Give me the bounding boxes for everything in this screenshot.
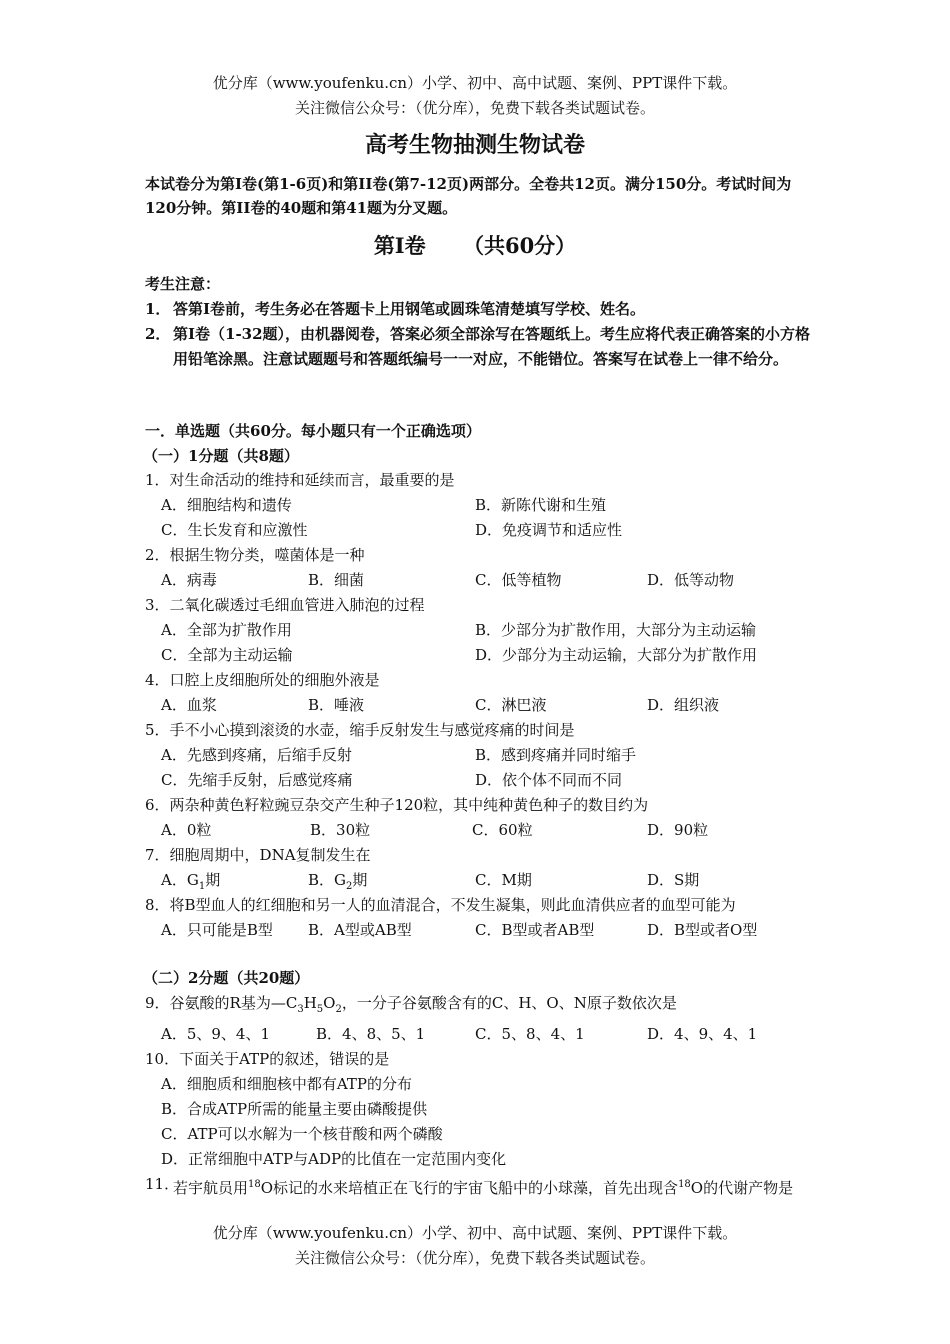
options-row — [145, 568, 815, 593]
option-a: A．5、9、4、1 — [161, 1025, 271, 1043]
question-stem: 5．手不小心摸到滚烫的水壶，缩手反射发生与感觉疼痛的时间是 — [145, 721, 575, 739]
page-title: 高考生物抽测生物试卷 — [364, 132, 585, 158]
options-row — [145, 693, 815, 718]
option-a: A．$G_1$期 — [161, 871, 221, 892]
question-stem: 8．将B型血人的红细胞和另一人的血清混合，不发生凝集，则此血清供应者的血型可能为 — [145, 896, 736, 914]
options-row — [145, 818, 815, 843]
option-a: A．先感到疼痛，后缩手反射 — [161, 746, 352, 764]
options-row — [145, 518, 815, 543]
header-line-2: 关注微信公众号：（优分库），免费下载各类试题试卷。 — [294, 99, 655, 117]
options-row — [145, 868, 815, 893]
question-stem: 3．二氧化碳透过毛细血管进入肺泡的过程 — [145, 596, 425, 614]
options-row — [145, 493, 815, 518]
options-row — [145, 1022, 815, 1047]
option-c: C．B型或者AB型 — [475, 921, 595, 939]
question-stem: 9．谷氨酸的R基为$—C_3H_5O_2$，一分子谷氨酸含有的C、H、O、N原子数依次是 — [145, 994, 677, 1015]
option-a: A．0粒 — [161, 821, 212, 839]
question-stem: 2．根据生物分类，噬菌体是一种 — [145, 546, 365, 564]
note-number: 1． — [145, 300, 171, 318]
option-b: B．$G_2$期 — [308, 871, 368, 892]
option-b: B．少部分为扩散作用，大部分为主动运输 — [475, 621, 757, 639]
question-1 — [145, 468, 815, 543]
options-row — [145, 918, 815, 943]
option-d: D．免疫调节和适应性 — [475, 521, 623, 539]
question-stem: 10．下面关于ATP的叙述，错误的是 — [145, 1050, 390, 1068]
notes-block — [145, 272, 815, 372]
option-c: C．低等植物 — [475, 571, 562, 589]
question-9 — [145, 991, 815, 1047]
option-c: C．5、8、4、1 — [475, 1025, 585, 1043]
option-d: D．依个体不同而不同 — [475, 771, 623, 789]
question-2 — [145, 543, 815, 593]
option-b: B．合成ATP所需的能量主要由磷酸提供 — [161, 1100, 428, 1118]
option-d: D．正常细胞中ATP与ADP的比值在一定范围内变化 — [161, 1150, 507, 1168]
option-b: B．4、8、5、1 — [316, 1025, 426, 1043]
option-d: D．90粒 — [647, 821, 709, 839]
option-a: A．细胞结构和遗传 — [161, 496, 292, 514]
question-10 — [145, 1047, 815, 1172]
subsection-heading-2: （二）2分题（共20题） — [143, 969, 310, 987]
question-stem: 6．两杂种黄色籽粒豌豆杂交产生种子120粒，其中纯种黄色种子的数目约为 — [145, 796, 649, 814]
option-d: D．组织液 — [647, 696, 720, 714]
option-d: D．B型或者O型 — [647, 921, 758, 939]
notes-heading: 考生注意： — [145, 275, 221, 293]
option-c: C．生长发育和应激性 — [161, 521, 308, 539]
options-row — [145, 618, 815, 643]
option-b: B．细菌 — [308, 571, 365, 589]
option-b: B．感到疼痛并同时缩手 — [475, 746, 637, 764]
subsection-heading-1: （一）1分题（共8题） — [143, 447, 299, 465]
question-4 — [145, 668, 815, 718]
question-list-part2 — [145, 991, 815, 1201]
note-number: 2． — [145, 325, 171, 343]
option-a: A．全部为扩散作用 — [161, 621, 292, 639]
question-stem: 4．口腔上皮细胞所处的细胞外液是 — [145, 671, 380, 689]
option-c: C．全部为主动运输 — [161, 646, 293, 664]
question-stem: 7．细胞周期中，DNA复制发生在 — [145, 846, 371, 864]
question-7 — [145, 843, 815, 893]
option-a: A．只可能是B型 — [161, 921, 273, 939]
option-a: A．细胞质和细胞核中都有ATP的分布 — [161, 1075, 412, 1093]
option-d: D．少部分为主动运输，大部分为扩散作用 — [475, 646, 758, 664]
option-c: C．ATP可以水解为一个核苷酸和两个磷酸 — [161, 1125, 443, 1143]
option-c: C．淋巴液 — [475, 696, 547, 714]
options-row — [145, 743, 815, 768]
options-row — [145, 768, 815, 793]
option-b: B．新陈代谢和生殖 — [475, 496, 607, 514]
question-5 — [145, 718, 815, 793]
question-6 — [145, 793, 815, 843]
question-stem: 若宇航员用$^{18}$O标记的水来培植正在飞行的宇宙飞船中的小球藻，首先出现含$^{18}$O的代谢产物是 — [173, 1179, 794, 1197]
question-11 — [145, 1172, 815, 1201]
header-line-1: 优分库（www.youfenku.cn）小学、初中、高中试题、案例、PPT课件下载。 — [212, 74, 738, 92]
option-c: C．M期 — [475, 871, 532, 889]
option-c: C．先缩手反射，后感觉疼痛 — [161, 771, 353, 789]
note-text: 答第I卷前，考生务必在答题卡上用钢笔或圆珠笔清楚填写学校、姓名。 — [173, 300, 646, 318]
note-item — [145, 297, 815, 322]
option-d: D．S期 — [647, 871, 700, 889]
section-heading: 一．单选题（共60分。每小题只有一个正确选项） — [145, 422, 481, 440]
question-stem: 1．对生命活动的维持和延续而言，最重要的是 — [145, 471, 455, 489]
intro-text: 本试卷分为第I卷(第1-6页)和第II卷(第7-12页)两部分。全卷共12页。满分150分。考试时间为120分钟。第II卷的40题和第41题为分叉题。 — [145, 175, 792, 217]
note-item — [145, 322, 815, 372]
volume-heading — [0, 230, 950, 260]
footer-line-2: 关注微信公众号：（优分库），免费下载各类试题试卷。 — [294, 1249, 655, 1267]
footer-line-1: 优分库（www.youfenku.cn）小学、初中、高中试题、案例、PPT课件下载。 — [212, 1224, 738, 1242]
note-text: 第I卷（1-32题），由机器阅卷，答案必须全部涂写在答题纸上。考生应将代表正确答案的小方格用铅笔涂黑。注意试题题号和答题纸编号一一对应，不能错位。答案写在试卷上一律不给分。 — [173, 325, 811, 368]
question-number: 11． — [145, 1175, 180, 1193]
option-a: A．病毒 — [161, 571, 217, 589]
option-a: A．血浆 — [161, 696, 217, 714]
question-3 — [145, 593, 815, 668]
question-8 — [145, 893, 815, 943]
volume-name: 第I卷 — [373, 233, 426, 258]
option-b: B．A型或AB型 — [308, 921, 412, 939]
option-b: B．30粒 — [310, 821, 371, 839]
question-list-part1 — [145, 468, 815, 943]
option-d: D．低等动物 — [647, 571, 735, 589]
volume-score: （共60分） — [462, 233, 577, 258]
option-c: C．60粒 — [472, 821, 533, 839]
options-row — [145, 643, 815, 668]
option-b: B．唾液 — [308, 696, 365, 714]
option-d: D．4、9、4、1 — [647, 1025, 758, 1043]
